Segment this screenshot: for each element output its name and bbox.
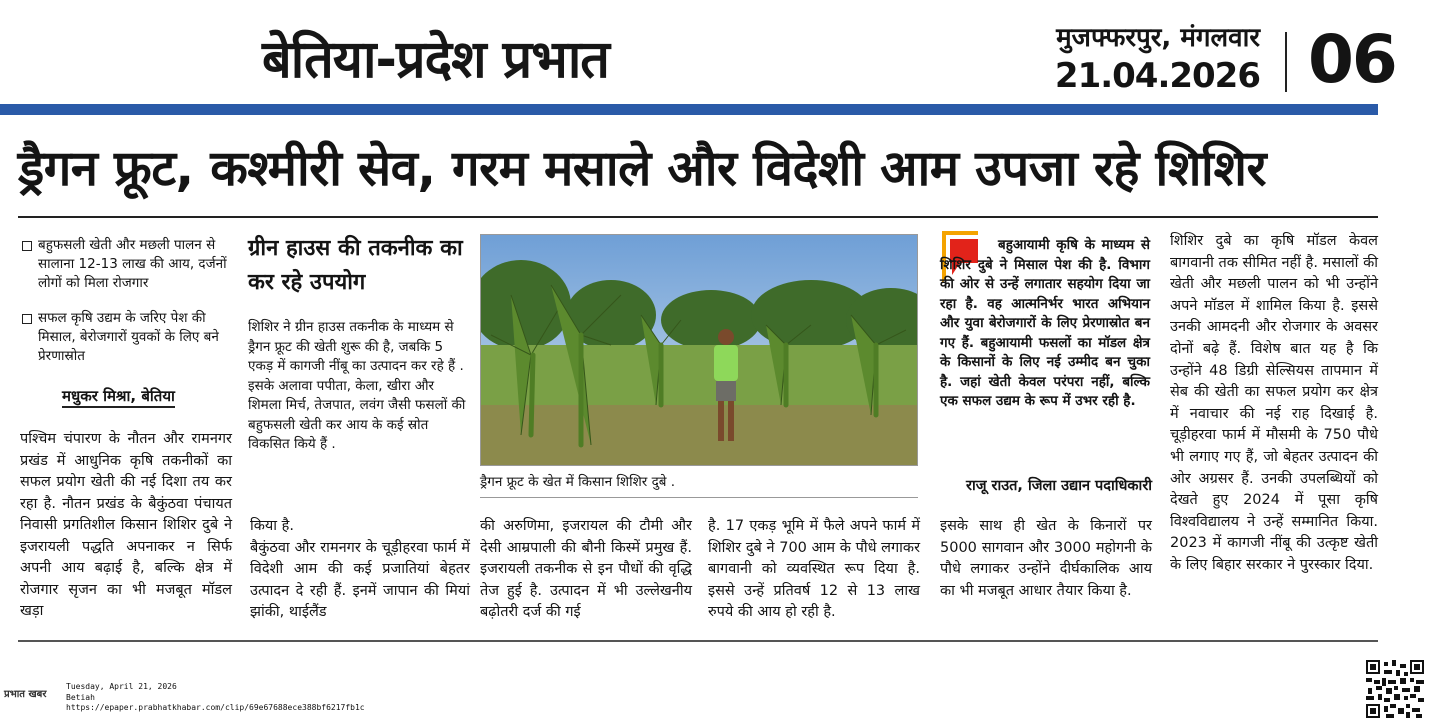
article-column-3: की अरुणिमा, इजरायल की टौमी और देसी आम्रपाली की बौनी किस्में प्रमुख हैं. इजरायली तकनीक से इन पौधों की वृद्धि तेज हुई है. उत्पादन में भी उल्लेखनीय बढ़ोतरी दर्ज की गई <box>480 518 692 620</box>
bullet-text: सफल कृषि उद्यम के जरिए पेश की मिसाल, बेरोजगारों युवकों के लिए बने प्रेरणास्रोत <box>38 310 219 364</box>
article-photo <box>480 234 918 466</box>
clip-metadata <box>66 682 365 714</box>
masthead-city-day: मुजफ्फरपुर, मंगलवार <box>1056 23 1260 53</box>
article-column-5: इसके साथ ही खेत के किनारों पर 5000 सागवान और 3000 महोगनी के पौधे लगाकर उन्होंने दीर्घकालिक आय का भी मजबूत आधार तैयार किया है. <box>940 518 1152 599</box>
masthead-blue-rule <box>0 104 1378 115</box>
byline: मधुकर मिश्रा, बेतिया <box>62 386 175 408</box>
masthead-title: बेतिया-प्रदेश प्रभात <box>262 30 609 90</box>
article-column-4: है. 17 एकड़ भूमि में फैले अपने फार्म में शिशिर दुबे ने 700 आम के पौधे लगाकर बागवानी को व्यवस्थित रूप दिया है. इससे उन्हें प्रतिवर्ष 12 से 13 लाख रुपये की आय हो रही है. <box>708 518 920 620</box>
bullet-point <box>22 309 237 366</box>
masthead-date: 21.04.2026 <box>1054 56 1260 96</box>
clip-date: Tuesday, April 21, 2026 <box>66 682 177 691</box>
masthead-divider <box>1285 32 1287 92</box>
publisher-logo: प्रभात खबर <box>4 689 47 700</box>
farm-photo-illustration <box>481 235 918 466</box>
article-column-1: पश्चिम चंपारण के नौतन और रामनगर प्रखंड में आधुनिक कृषि तकनीकों का सफल प्रयोग खेती की नई दिशा तय कर रहा है. नौतन प्रखंड के बैकुंठवा पंचायत निवासी प्रगतिशील किसान शिशिर दुबे ने इजरायली पद्धति अपनाकर न सिर्फ अपनी आय बढ़ाई है, बल्कि क्षेत्र में रोजगार सृजन का भी मजबूत मॉडल खड़ा <box>20 431 232 619</box>
quote-text: बहुआयामी कृषि के माध्यम से शिशिर दुबे ने मिसाल पेश की है. विभाग की ओर से उन्हें लगातार सहयोग दिया जा रहा है. वह आत्मनिर्भर भारत अभियान और युवा बेरोजगारों के लिए प्रेरणास्रोत बन गए हैं. बहुआयामी फसलों का मॉडल क्षेत्र के किसानों के लिए नई उम्मीद बन चुका है. जहां खेती केवल परंपरा नहीं, बल्कि एक सफल उद्यम के रूप में उभर रही है. <box>940 237 1150 409</box>
headline-rule <box>18 216 1378 218</box>
quote-credit: राजू राउत, जिला उद्यान पदाधिकारी <box>966 478 1152 494</box>
subheading: ग्रीन हाउस की तकनीक का कर रहे उपयोग <box>248 236 463 295</box>
article-column-6: शिशिर दुबे का कृषि मॉडल केवल बागवानी तक सीमित नहीं है. मसालों की खेती और मछली पालन को भी उन्होंने अपने मॉडल में शामिल किया है. इससे उनकी आमदनी और रोजगार के अवसर दोनों बढ़े हैं. विशेष बात यह है कि उन्होंने 48 डिग्री सेल्सियस तापमान में सेब की खेती का सफल प्रयोग कर क्षेत्र में नवाचार की नई राह दिखाई है. चूड़ीहरवा फार्म में मौसमी के 750 पौधे भी लगाए गए हैं, जो बेहतर उत्पादन की ओर अग्रसर हैं. उनकी उपलब्धियों को देखते हुए 2024 में पूसा कृषि विश्वविद्यालय ने उन्हें सम्मानित किया. 2023 में कागजी नींबू की उत्कृष्ट खेती के लिए बिहार सरकार ने पुरस्कार दिया. <box>1170 233 1378 573</box>
clip-url[interactable]: https://epaper.prabhatkhabar.com/clip/69e67688ece388bf6217fb1c <box>66 703 365 712</box>
article-column-2-bottom: किया है. बैकुंठवा और रामनगर के चूड़ीहरवा फार्म में विदेशी आम की कई प्रजातियां बेहतर उत्पादन दे रही हैं. इनमें जापान की मियां झांकी, थाईलैंड <box>250 518 470 620</box>
footer-rule <box>18 640 1378 642</box>
bullet-text: बहुफसली खेती और मछली पालन से सालाना 12-13 लाख की आय, दर्जनों लोगों को मिला रोजगार <box>38 237 227 291</box>
page-number: 06 <box>1308 21 1396 98</box>
square-bullet-icon <box>22 241 32 251</box>
bullet-point <box>22 236 237 293</box>
clip-edition: Betiah <box>66 692 95 702</box>
caption-rule <box>480 497 918 498</box>
square-bullet-icon <box>22 314 32 324</box>
photo-caption: ड्रैगन फ्रूट के खेत में किसान शिशिर दुबे . <box>480 474 676 490</box>
article-headline: ड्रैगन फ्रूट, कश्मीरी सेव, गरम मसाले और विदेशी आम उपजा रहे शिशिर <box>18 140 1267 197</box>
article-column-2-top: शिशिर ने ग्रीन हाउस तकनीक के माध्यम से ड्रैगन फ्रूट की खेती शुरू की है, जबकि 5 एकड़ में कागजी नींबू का उत्पादन कर रहे हैं . इसके अलावा पपीता, केला, खीरा और शिमला मिर्च, तेजपात, लवंग जैसी फसलों की बहुफसली खेती कर आय के कई स्रोत विकसित किये हैं . <box>248 319 466 452</box>
qr-code-icon <box>1366 660 1424 718</box>
